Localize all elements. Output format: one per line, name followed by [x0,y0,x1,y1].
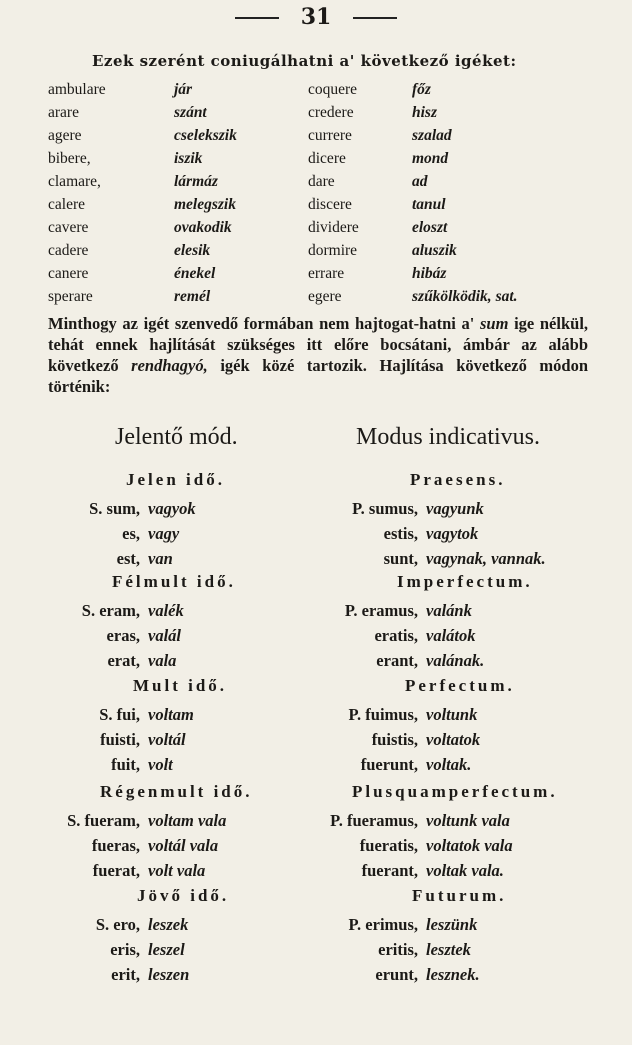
verb-latin: dividere [308,219,359,236]
conjugation-singular [40,702,194,777]
hungarian-form: valátok [426,626,476,645]
conjugation-row [40,496,196,521]
page-header [0,4,632,30]
tense-heading-latin: Imperfectum. [397,572,533,591]
tense-heading-hungarian: Jelen idő. [126,470,225,489]
verb-latin: arare [48,104,79,121]
latin-form: P. sumus, [352,499,418,518]
latin-form: fuerunt, [360,755,418,774]
verb-hungarian [412,285,518,308]
conjugation-singular [40,496,196,571]
verb-latin: bibere, [48,150,91,167]
tense-heading-latin: Plusquamperfectum. [352,782,558,801]
hungarian-form: volt vala [148,861,206,880]
conjugation-row [40,752,194,777]
latin-form: fuerant, [361,861,418,880]
tense-heading-hungarian: Jövő idő. [137,886,230,905]
hungarian-form: leszünk [426,915,478,934]
verb-hungarian: tanul [412,196,446,213]
hungarian-form: voltunk [426,705,478,724]
hungarian-form: vagytok [426,524,479,543]
hungarian-form: vagyunk [426,499,484,518]
latin-form: erit, [111,965,140,984]
hungarian-form: voltál vala [148,836,219,855]
verb-hungarian: hibáz [412,265,447,282]
intro-line: Ezek szerént coniugálhatni a' következő igéket: [92,52,517,70]
page-number: 31 [300,4,332,30]
conjugation-row [310,648,484,673]
verb-hungarian: hisz [412,104,437,121]
latin-form: erunt, [375,965,418,984]
verb-hungarian: ad [412,173,428,190]
latin-form: S. fueram, [67,811,140,830]
verb-hungarian: mond [412,150,449,167]
paragraph-rendhagyo: rendhagyó, [131,356,208,375]
hungarian-form: valánk [426,601,472,620]
conjugation-row [40,546,196,571]
latin-form: fueratis, [359,836,418,855]
verb-hungarian: szánt [174,104,207,121]
latin-form: S. eram, [81,601,140,620]
conjugation-row [40,521,196,546]
conjugation-row [310,858,513,883]
conjugation-singular [40,598,184,673]
verb-latin: agere [48,127,82,144]
conjugation-row [310,808,513,833]
conjugation-row [40,833,226,858]
hungarian-form: voltál [148,730,186,749]
mood-heading-latin: Modus indicativus. [356,424,540,450]
latin-form: erant, [376,651,418,670]
verb-hungarian: lármáz [174,173,218,190]
conjugation-singular [40,912,189,987]
verb-hungarian: iszik [174,150,203,167]
verb-latin: coquere [308,81,358,98]
verb-latin: dicere [308,150,346,167]
verb-hungarian: jár [174,81,193,98]
verb-latin: dare [308,173,335,190]
verbs-etcetera: sat. [495,288,518,305]
header-rule-left [235,17,279,19]
latin-form: P. fueramus, [330,811,418,830]
verb-latin: ambulare [48,81,106,98]
conjugation-singular [40,808,226,883]
hungarian-form: voltunk vala [426,811,510,830]
verb-hungarian: énekel [174,265,216,282]
conjugation-row [310,598,484,623]
conjugation-plural [310,598,484,673]
conjugation-row [40,623,184,648]
tense-heading-hungarian: Mult idő. [133,676,228,695]
latin-form: S. sum, [89,499,140,518]
hungarian-form: voltam vala [148,811,227,830]
verb-latin: egere [308,288,342,305]
verb-hungarian: ovakodik [174,219,232,236]
verb-hungarian: szalad [412,127,452,144]
tense-heading-hungarian: Félmult idő. [112,572,236,591]
verb-hungarian: cselekszik [174,127,237,144]
conjugation-row [40,727,194,752]
hungarian-form: volt [148,755,173,774]
verb-latin: discere [308,196,352,213]
verb-hungarian: főz [412,81,431,98]
hungarian-form: leszek [148,915,189,934]
latin-form: eritis, [378,940,418,959]
header-rule-right [353,17,397,19]
tense-heading-latin: Futurum. [412,886,507,905]
conjugation-row [40,912,189,937]
paragraph-sum: sum [479,314,509,333]
latin-form: eras, [106,626,140,645]
hungarian-form: vagy [148,524,180,543]
conjugation-row [40,808,226,833]
hungarian-form: vagyok [148,499,196,518]
intro-paragraph [48,313,588,397]
hungarian-form: vagynak, vannak. [426,549,546,568]
hungarian-form: van [148,549,173,568]
hungarian-form: voltatok vala [426,836,513,855]
paragraph-part-3: igék közé tartozik. Hajlítása következő módon történik: [48,356,589,396]
verb-hungarian: eloszt [412,219,448,236]
latin-form: S. ero, [95,915,140,934]
verb-latin: calere [48,196,85,213]
verbs-left-hungarian [174,78,237,308]
hungarian-form: voltam [148,705,194,724]
verbs-right-latin [308,78,359,308]
conjugation-plural [310,808,513,883]
verb-latin: dormire [308,242,358,259]
conjugation-row [310,623,484,648]
conjugation-row [310,912,480,937]
verb-hungarian: remél [174,288,211,305]
latin-form: S. fui, [99,705,140,724]
verb-hungarian: elesik [174,242,211,259]
latin-form: P. erimus, [348,915,418,934]
conjugation-row [310,546,546,571]
conjugation-row [310,833,513,858]
hungarian-form: lesztek [426,940,471,959]
hungarian-form: leszen [148,965,190,984]
conjugation-row [310,496,546,521]
conjugation-row [310,962,480,987]
latin-form: eris, [110,940,140,959]
verbs-left-latin [48,78,106,308]
conjugation-row [310,727,480,752]
tense-heading-hungarian: Régenmult idő. [100,782,253,801]
hungarian-form: voltak. [426,755,472,774]
conjugation-row [310,937,480,962]
conjugation-row [40,937,189,962]
conjugation-row [310,752,480,777]
verb-latin: clamare, [48,173,101,190]
conjugation-row [40,962,189,987]
latin-form: estis, [383,524,418,543]
conjugation-row [40,598,184,623]
paragraph-part-1: Minthogy az igét szenvedő formában nem hajtogat-hatni a' [48,314,475,333]
hungarian-form: voltak vala. [426,861,504,880]
latin-form: fuerat, [92,861,140,880]
conjugation-row [310,521,546,546]
verb-latin: errare [308,265,345,282]
hungarian-form: vala [148,651,177,670]
latin-form: fuisti, [100,730,140,749]
latin-form: es, [122,524,140,543]
conjugation-row [310,702,480,727]
paragraph-part-2: ige nélkül, tehát ennek hajlítását szükséges itt előre bocsátani, ámbár az alább következő [48,314,589,375]
verb-latin: canere [48,265,89,282]
verb-latin: cavere [48,219,89,236]
latin-form: sunt, [383,549,418,568]
hungarian-form: lesznek. [426,965,480,984]
conjugation-plural [310,912,480,987]
hungarian-form: leszel [148,940,185,959]
latin-form: fuistis, [371,730,418,749]
conjugation-row [40,648,184,673]
mood-heading-hungarian: Jelentő mód. [115,424,238,450]
latin-form: fueras, [91,836,140,855]
conjugation-row [40,858,226,883]
verb-latin: cadere [48,242,89,259]
verb-hungarian: melegszik [174,196,236,213]
verb-hungarian-last: szűkölködik, [412,288,492,305]
verb-latin: credere [308,104,354,121]
verbs-right-hungarian [412,78,518,308]
tense-heading-latin: Perfectum. [405,676,515,695]
tense-heading-latin: Praesens. [410,470,506,489]
hungarian-form: valék [148,601,184,620]
hungarian-form: voltatok [426,730,481,749]
conjugation-plural [310,496,546,571]
latin-form: erat, [107,651,140,670]
latin-form: P. fuimus, [348,705,418,724]
latin-form: fuit, [111,755,140,774]
latin-form: P. eramus, [344,601,418,620]
latin-form: est, [116,549,140,568]
verb-latin: sperare [48,288,93,305]
hungarian-form: valál [148,626,181,645]
verb-latin: currere [308,127,352,144]
verb-hungarian: aluszik [412,242,457,259]
latin-form: eratis, [374,626,418,645]
hungarian-form: valának. [426,651,485,670]
conjugation-row [40,702,194,727]
conjugation-plural [310,702,480,777]
